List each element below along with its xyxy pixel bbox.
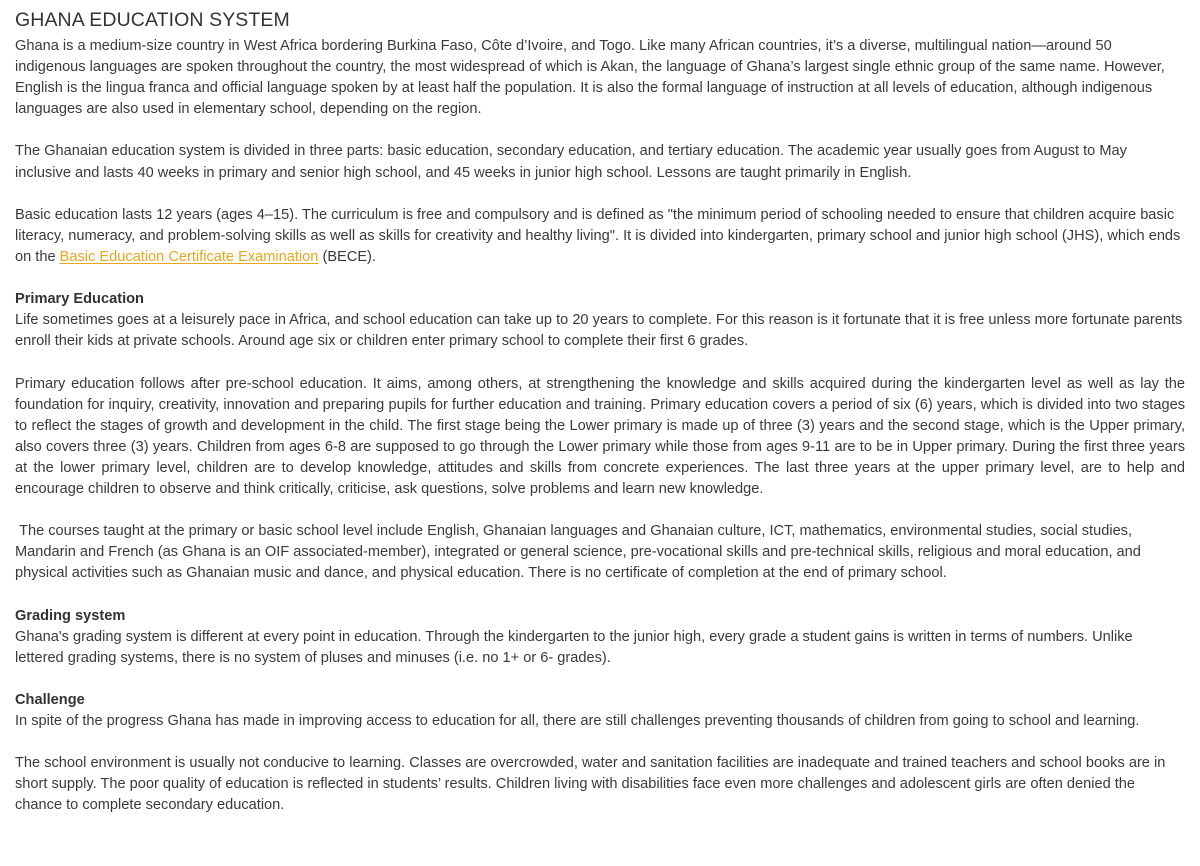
page-title: GHANA EDUCATION SYSTEM — [15, 9, 290, 31]
basic-text: Basic education lasts 12 years (ages 4–15). The curriculum is free and compulsory and is defined as "the minimum period of schooling needed to ensure that children acquire basic literacy, numeracy, and problem-solving skills as well as skills for creativity and healthy living". It is divided into kindergarten, primary school and junior high school (JHS), which ends on the — [15, 206, 1181, 265]
challenge-paragraph: The school environment is usually not conducive to learning. Classes are overcrowded, water and sanitation facilities are inadequate and trained teachers and school books are in short supply. The poor quality of education is reflected in students’ results. Children living with disabilities face even more challenges and adolescent girls are often denied the chance to complete secondary education. — [15, 755, 1166, 814]
section-heading-grading: Grading system — [15, 607, 126, 624]
basic-education-paragraph — [15, 205, 1185, 268]
bece-link[interactable]: Basic Education Certificate Examination — [59, 248, 319, 265]
grading-paragraph: Ghana's grading system is different at every point in education. Through the kindergarten to the junior high, every grade a student gains is written in terms of numbers. Unlike lettered grading systems, there is no system of pluses and minuses (i.e. no 1+ or 6- grades). — [15, 628, 1133, 666]
basic-text: (BECE). — [318, 248, 376, 265]
intro-paragraph: Ghana is a medium-size country in West Africa bordering Burkina Faso, Côte d’Ivoire, and Togo. Like many African countries, it’s a diverse, multilingual nation—around 50 indigenous languages are spoken throughout the country, the most widespread of which is Akan, the language of Ghana’s largest single ethnic group of the same name. However, English is the lingua franca and official language spoken by at least half the population. It is also the formal language of instruction at all levels of education, although indigenous languages are also used in elementary school, depending on the region. — [15, 38, 1165, 118]
challenge-paragraph: In spite of the progress Ghana has made in improving access to education for all, there are still challenges preventing thousands of children from going to school and learning. — [15, 713, 1140, 729]
primary-paragraph: Life sometimes goes at a leisurely pace in Africa, and school education can take up to 20 years to complete. For this reason is it fortunate that it is free unless more fortunate parents enroll their kids at private schools. Around age six or children enter primary school to complete their first 6 grades. — [15, 312, 1183, 350]
section-heading-challenge: Challenge — [15, 691, 85, 708]
primary-paragraph: The courses taught at the primary or basic school level include English, Ghanaian languages and Ghanaian culture, ICT, mathematics, environmental studies, social studies, Mandarin and French (as Ghana is an OIF associated-member), integrated or general science, pre-vocational skills and pre-technical skills, religious and moral education, and physical activities such as Ghanaian music and dance, and physical education. There is no certificate of completion at the end of primary school. — [15, 523, 1145, 582]
intro-paragraph: The Ghanaian education system is divided in three parts: basic education, secondary education, and tertiary education. The academic year usually goes from August to May inclusive and lasts 40 weeks in primary and senior high school, and 45 weeks in junior high school. Lessons are taught primarily in English. — [15, 143, 1127, 181]
primary-paragraph: Primary education follows after pre-school education. It aims, among others, at strengthening the knowledge and skills acquired during the kindergarten level as well as lay the foundation for inquiry, creativity, innovation and preparing pupils for further education and training. Primary education covers a period of six (6) years, which is divided into two stages to reflect the stages of growth and development in the child. The first stage being the Lower primary is made up of three (3) years and the second stage, which is the Upper primary, also covers three (3) years. Children from ages 6-8 are supposed to go through the Lower primary while those from ages 9-11 are to be in Upper primary. During the first three years at the lower primary level, children are to develop knowledge, attitudes and skills from concrete experiences. The last three years at the upper primary level, are to help and encourage children to observe and think critically, criticise, ask questions, solve problems and learn new knowledge. — [15, 375, 1185, 497]
article — [15, 8, 1185, 816]
section-heading-primary: Primary Education — [15, 291, 144, 308]
